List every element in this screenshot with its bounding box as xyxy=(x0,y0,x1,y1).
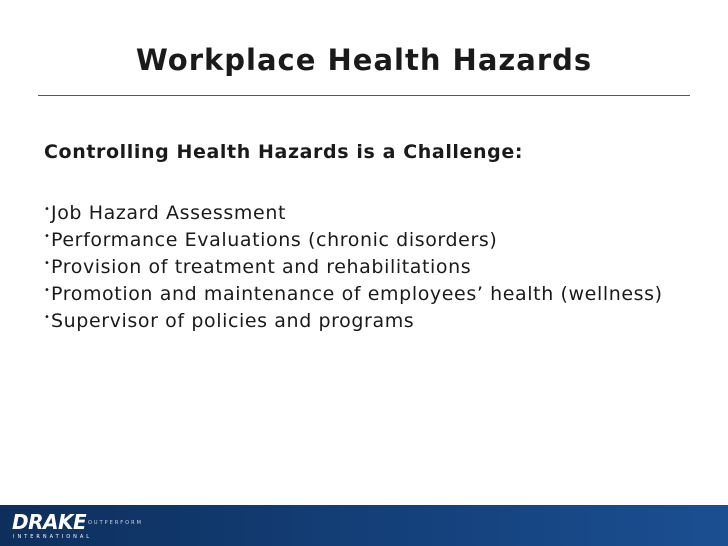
bullet-text: Supervisor of policies and programs xyxy=(51,310,415,332)
bullet-text: Performance Evaluations (chronic disorders) xyxy=(51,229,498,251)
slide-title: Workplace Health Hazards xyxy=(135,43,593,77)
footer-bar xyxy=(0,505,728,546)
bullet-icon: • xyxy=(44,231,51,242)
logo-wordmark: DRAKE xyxy=(12,510,87,534)
logo-tagline: OUTPERFORM xyxy=(88,520,143,526)
bullet-list xyxy=(44,200,684,335)
bullet-icon: • xyxy=(44,312,51,323)
bullet-icon: • xyxy=(44,258,51,269)
drake-logo xyxy=(12,510,192,544)
bullet-text: Provision of treatment and rehabilitations xyxy=(51,256,472,278)
logo-subtitle: INTERNATIONAL xyxy=(13,534,93,540)
bullet-item xyxy=(44,254,684,281)
bullet-item xyxy=(44,200,684,227)
bullet-icon: • xyxy=(44,285,51,296)
bullet-icon: • xyxy=(44,204,51,215)
subheading: Controlling Health Hazards is a Challenge: xyxy=(44,141,524,163)
bullet-item xyxy=(44,227,684,254)
slide-body xyxy=(44,138,684,335)
bullet-text: Promotion and maintenance of employees’ health (wellness) xyxy=(51,283,663,305)
bullet-text: Job Hazard Assessment xyxy=(51,202,287,224)
bullet-item xyxy=(44,281,684,308)
bullet-item xyxy=(44,308,684,335)
title-divider xyxy=(38,95,690,96)
